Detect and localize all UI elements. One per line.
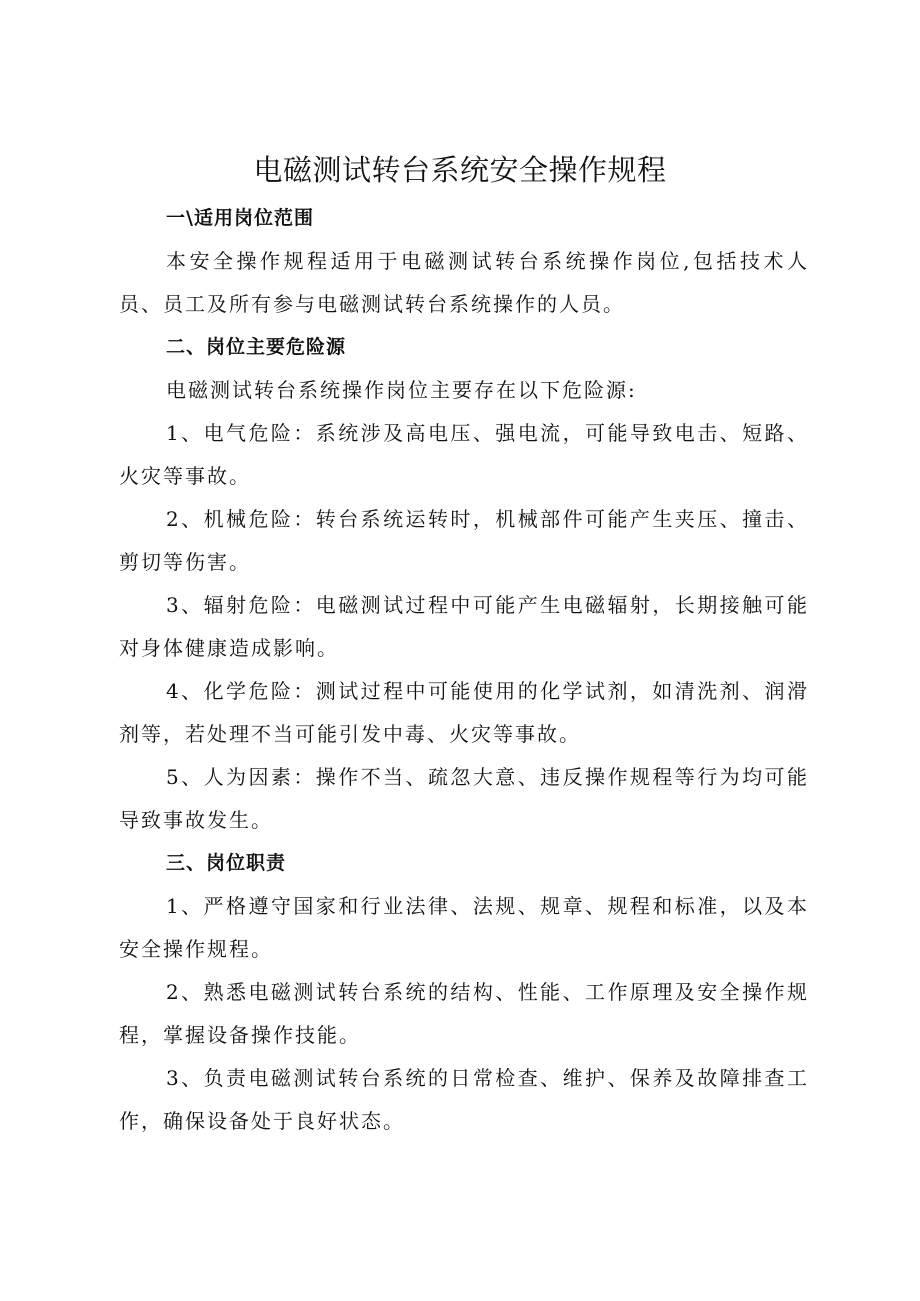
paragraph-hazard-chemical: 4、化学危险：测试过程中可能使用的化学试剂，如清洗剂、润滑剂等，若处理不当可能引发中毒、火灾等事故。 [119,679,809,746]
paragraph-duty-2: 2、熟悉电磁测试转台系统的结构、性能、工作原理及安全操作规程，掌握设备操作技能。 [119,980,809,1047]
section-heading-hazards: 二、岗位主要危险源 [166,336,347,358]
paragraph-scope: 本安全操作规程适用于电磁测试转台系统操作岗位,包括技术人员、员工及所有参与电磁测试转台系统操作的人员。 [119,249,809,316]
document-body [119,197,809,1143]
paragraph-duty-3: 3、负责电磁测试转台系统的日常检查、维护、保养及故障排查工作，确保设备处于良好状态。 [119,1066,809,1133]
paragraph-duty-1: 1、严格遵守国家和行业法律、法规、规章、规程和标准，以及本安全操作规程。 [119,894,809,961]
paragraph-hazard-mechanical: 2、机械危险：转台系统运转时，机械部件可能产生夹压、撞击、剪切等伤害。 [119,507,809,574]
paragraph-hazard-human: 5、人为因素：操作不当、疏忽大意、违反操作规程等行为均可能导致事故发生。 [119,765,809,832]
paragraph-hazards-intro: 电磁测试转台系统操作岗位主要存在以下危险源: [166,378,637,402]
document-title: 电磁测试转台系统安全操作规程 [253,153,667,187]
paragraph-hazard-radiation: 3、辐射危险：电磁测试过程中可能产生电磁辐射，长期接触可能对身体健康造成影响。 [119,593,809,660]
section-heading-scope: 一\适用岗位范围 [166,207,314,229]
section-heading-duties: 三、岗位职责 [166,852,287,874]
paragraph-hazard-electrical: 1、电气危险：系统涉及高电压、强电流，可能导致电击、短路、火灾等事故。 [119,421,809,488]
